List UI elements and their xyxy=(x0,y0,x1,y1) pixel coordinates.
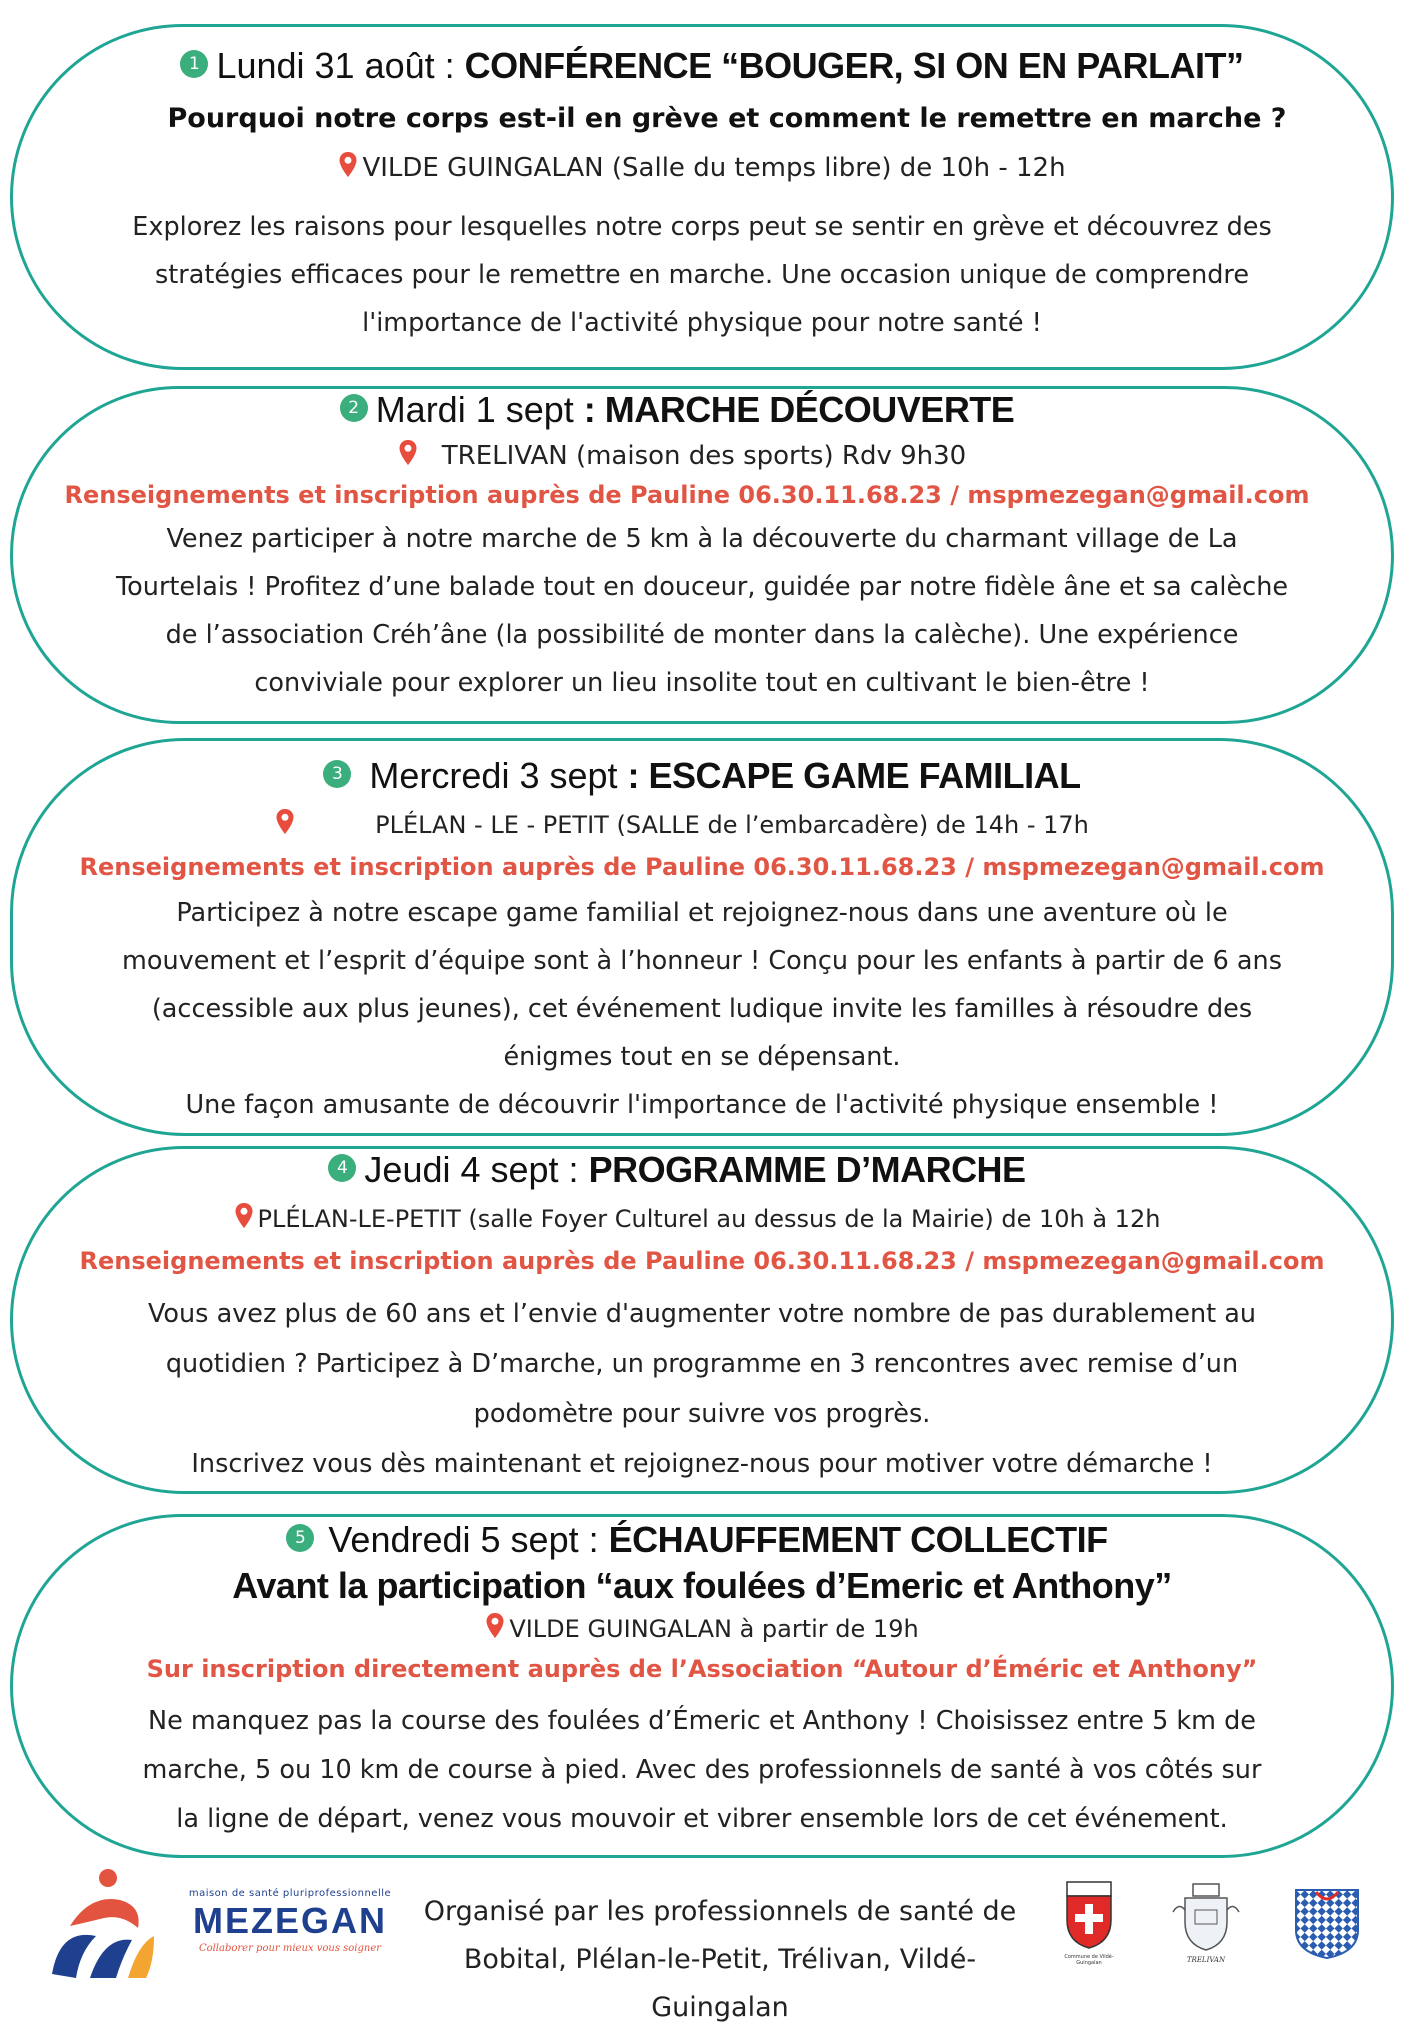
event-3-title: : ESCAPE GAME FAMILIAL xyxy=(627,755,1081,796)
desc-line: Tourtelais ! Profitez d’une balade tout en douceur, guidée par notre fidèle âne et sa calèche xyxy=(115,572,1289,602)
event-2-location-text: TRELIVAN (maison des sports) Rdv 9h30 xyxy=(441,441,967,471)
event-3-day: Mercredi 3 sept xyxy=(369,755,618,796)
event-5-heading xyxy=(13,1519,1391,1561)
plelan-crest-icon xyxy=(1292,1886,1362,1960)
event-5-contact: Sur inscription directement auprès de l’Association “Autour d’Éméric et Anthony” xyxy=(146,1655,1258,1683)
trelivan-crest xyxy=(1168,1882,1244,1964)
event-2-contact: Renseignements et inscription auprès de Pauline 06.30.11.68.23 / mspmezegan@gmail.com xyxy=(64,481,1310,509)
desc-line: Inscrivez vous dès maintenant et rejoignez-nous pour motiver votre démarche ! xyxy=(191,1449,1213,1479)
event-3-description xyxy=(13,889,1391,1129)
number-badge: 5 xyxy=(286,1524,314,1552)
desc-line: marche, 5 ou 10 km de course à pied. Avec des professionnels de santé à vos côtés sur xyxy=(142,1755,1262,1785)
event-3-location xyxy=(13,811,1391,840)
event-4-day: Jeudi 4 sept : xyxy=(364,1149,579,1190)
desc-line: Explorez les raisons pour lesquelles notre corps peut se sentir en grève et découvrez des xyxy=(132,212,1272,242)
event-4-title: PROGRAMME D’MARCHE xyxy=(588,1149,1026,1190)
event-1-day: Lundi 31 août : xyxy=(216,45,455,86)
desc-line: l'importance de l'activité physique pour notre santé ! xyxy=(362,308,1042,338)
event-1-description xyxy=(13,203,1391,347)
event-5-day: Vendredi 5 sept : xyxy=(328,1519,599,1560)
event-5-location-text: VILDE GUINGALAN à partir de 19h xyxy=(509,1615,919,1643)
desc-line: énigmes tout en se dépensant. xyxy=(503,1042,901,1072)
organizer-text xyxy=(400,1888,1040,2032)
event-1-heading xyxy=(13,45,1391,87)
event-5-subheading xyxy=(13,1565,1391,1607)
location-pin-icon xyxy=(234,1202,254,1230)
desc-line: Participez à notre escape game familial et rejoignez-nous dans une aventure où le xyxy=(176,898,1228,928)
location-pin-icon xyxy=(485,1612,505,1640)
desc-line: podomètre pour suivre vos progrès. xyxy=(473,1399,931,1429)
crest-shield-icon xyxy=(1057,1880,1121,1950)
desc-line: Une façon amusante de découvrir l'importance de l'activité physique ensemble ! xyxy=(185,1090,1219,1120)
desc-line: conviviale pour explorer un lieu insolite tout en cultivant le bien-être ! xyxy=(254,668,1150,698)
mezegan-logo xyxy=(180,1888,400,1954)
desc-line: (accessible aux plus jeunes), cet événement ludique invite les familles à résoudre des xyxy=(151,994,1253,1024)
event-1-location-text: VILDE GUINGALAN (Salle du temps libre) de 10h - 12h xyxy=(362,153,1066,183)
event-1-location xyxy=(13,153,1391,183)
event-card-5 xyxy=(10,1514,1394,1858)
location-pin-icon xyxy=(338,151,358,179)
event-2-heading xyxy=(13,389,1391,431)
crest-shield-icon xyxy=(1171,1882,1241,1952)
vilde-guingalan-crest xyxy=(1054,1880,1124,1966)
event-5-description xyxy=(13,1697,1391,1844)
desc-line: Vous avez plus de 60 ans et l’envie d'augmenter votre nombre de pas durablement au xyxy=(147,1299,1257,1329)
desc-line: Venez participer à notre marche de 5 km à la découverte du charmant village de La xyxy=(166,524,1238,554)
location-pin-icon xyxy=(275,808,295,836)
desc-line: quotidien ? Participez à D’marche, un programme en 3 rencontres avec remise d’un xyxy=(165,1349,1239,1379)
logo-name: MEZEGAN xyxy=(193,1900,387,1941)
event-card-2 xyxy=(10,386,1394,724)
organizer-line: Organisé par les professionnels de santé de xyxy=(423,1896,1017,1927)
event-1-subtitle: Pourquoi notre corps est-il en grève et comment le remettre en marche ? xyxy=(167,103,1287,134)
event-card-3 xyxy=(10,738,1394,1136)
event-4-heading xyxy=(13,1149,1391,1191)
location-pin-icon xyxy=(398,439,418,467)
event-3-location-text: PLÉLAN - LE - PETIT (SALLE de l’embarcadère) de 14h - 17h xyxy=(375,811,1089,839)
logo-tagline: Collaborer pour mieux vous soigner xyxy=(198,1943,382,1954)
event-4-location xyxy=(13,1205,1391,1234)
event-2-description xyxy=(13,515,1391,707)
event-1-title: CONFÉRENCE “BOUGER, SI ON EN PARLAIT” xyxy=(464,45,1244,86)
event-5-location xyxy=(13,1615,1391,1644)
event-2-day: Mardi 1 sept xyxy=(375,389,574,430)
event-3-heading xyxy=(13,755,1391,797)
desc-line: Ne manquez pas la course des foulées d’Émeric et Anthony ! Choisissez entre 5 km de xyxy=(148,1706,1256,1736)
desc-line: la ligne de départ, venez vous mouvoir et vibrer ensemble lors de cet événement. xyxy=(176,1804,1228,1834)
event-5-title: ÉCHAUFFEMENT COLLECTIF xyxy=(608,1519,1108,1560)
event-4-location-text: PLÉLAN-LE-PETIT (salle Foyer Culturel au dessus de la Mairie) de 10h à 12h xyxy=(257,1205,1161,1233)
event-5-title2: Avant la participation “aux foulées d’Emeric et Anthony” xyxy=(232,1565,1172,1606)
event-card-4 xyxy=(10,1146,1394,1494)
desc-line: de l’association Créh’âne (la possibilité de monter dans la calèche). Une expérience xyxy=(165,620,1239,650)
event-card-1 xyxy=(10,24,1394,370)
number-badge: 2 xyxy=(340,394,368,422)
desc-line: mouvement et l’esprit d’équipe sont à l’honneur ! Conçu pour les enfants à partir de 6 ans xyxy=(122,946,1282,976)
number-badge: 1 xyxy=(180,50,208,78)
event-4-contact: Renseignements et inscription auprès de Pauline 06.30.11.68.23 / mspmezegan@gmail.com xyxy=(79,1247,1325,1275)
event-2-location xyxy=(13,441,1391,471)
event-3-contact: Renseignements et inscription auprès de Pauline 06.30.11.68.23 / mspmezegan@gmail.com xyxy=(79,853,1325,881)
number-badge: 4 xyxy=(328,1154,356,1182)
organizer-line: Bobital, Plélan-le-Petit, Trélivan, Vildé-Guingalan xyxy=(463,1944,977,2023)
msp-figures-logo-icon xyxy=(50,1866,160,1986)
event-4-description xyxy=(13,1289,1391,1489)
event-2-title: : MARCHE DÉCOUVERTE xyxy=(583,389,1015,430)
crest-caption: TRELIVAN xyxy=(1186,1956,1226,1964)
logo-small-text: maison de santé pluriprofessionnelle xyxy=(188,1888,392,1899)
desc-line: stratégies efficaces pour le remettre en marche. Une occasion unique de comprendre xyxy=(154,260,1250,290)
crest-caption: Commune de Vildé-Guingalan xyxy=(1064,1954,1114,1966)
number-badge: 3 xyxy=(323,760,351,788)
